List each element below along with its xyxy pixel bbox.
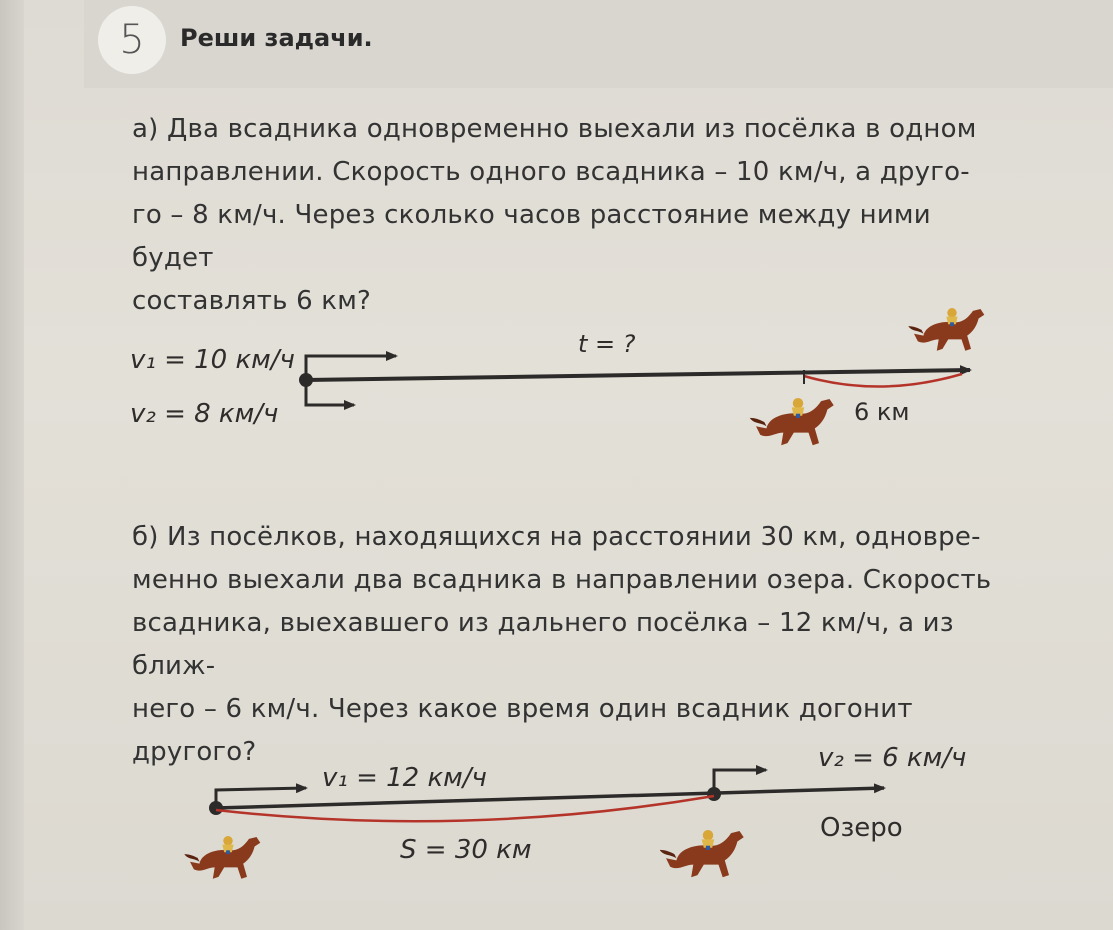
diagram-a-v2-arrow <box>306 380 354 405</box>
problem-a-line-4: составлять 6 км? <box>132 286 372 316</box>
problem-b-line-4: него – 6 км/ч. Через какое время один всадник догонит другого? <box>132 694 913 767</box>
diagram-a-time-label: t = ? <box>578 330 636 358</box>
diagram-a-gap-arc <box>804 374 962 387</box>
diagram-b-v1-label: v₁ = 12 км/ч <box>322 763 487 793</box>
diagram-b-distance-label: S = 30 км <box>400 835 532 865</box>
horse-rider-icon <box>184 836 260 879</box>
problem-b-label: б) <box>132 522 159 552</box>
horse-rider-icon <box>750 398 834 445</box>
problem-a-label: а) <box>132 114 159 144</box>
problem-a-line-3: го – 8 км/ч. Через сколько часов расстояние между ними будет <box>132 200 931 273</box>
diagram-a-v1-arrow <box>306 356 396 380</box>
problem-b-line-1: б) Из посёлков, находящихся на расстоянии 30 км, одновре- <box>132 522 981 552</box>
problem-b-line-2: менно выехали два всадника в направлении озера. Скорость <box>132 565 992 595</box>
diagram-a-road <box>306 370 970 380</box>
problem-a-line-2: направлении. Скорость одного всадника – 10 км/ч, а друго- <box>132 157 970 187</box>
diagram-b-v2-label: v₂ = 6 км/ч <box>818 743 967 773</box>
diagram-a-v1-label: v₁ = 10 км/ч <box>130 345 295 375</box>
diagram-b-road <box>216 788 884 808</box>
horse-rider-icon <box>908 308 984 351</box>
diagram-b <box>184 743 966 879</box>
problem-b-line-3: всадника, выехавшего из дальнего посёлка – 12 км/ч, а из ближ- <box>132 608 954 681</box>
diagram-a <box>130 308 984 445</box>
diagram-a-v2-label: v₂ = 8 км/ч <box>130 399 279 429</box>
diagram-b-lake-label: Озеро <box>820 813 903 843</box>
horse-rider-icon <box>660 830 744 877</box>
problem-a-line-1: а) Два всадника одновременно выехали из посёлка в одном <box>132 114 977 144</box>
task-number: 5 <box>98 6 166 74</box>
diagram-a-gap-label: 6 км <box>854 398 910 426</box>
task-title: Реши задачи. <box>180 24 373 52</box>
